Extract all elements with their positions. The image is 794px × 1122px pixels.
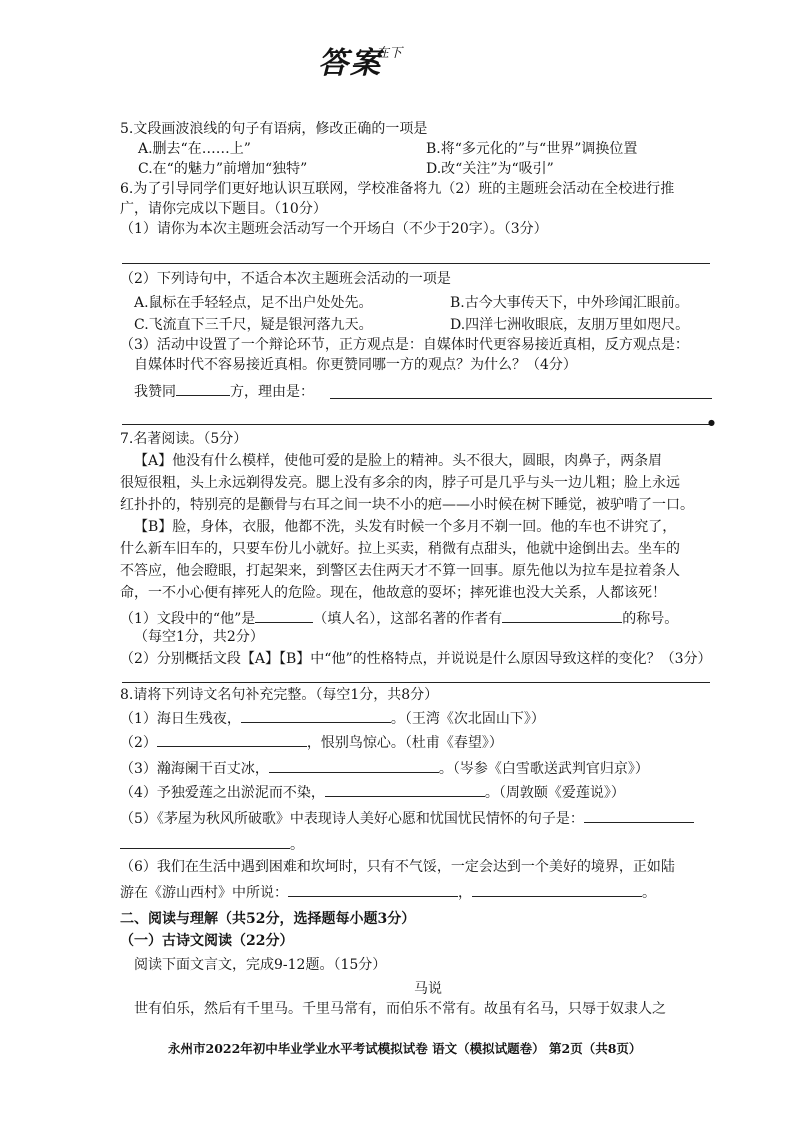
q8-blank-6a[interactable] — [288, 882, 458, 897]
q5-option-c: C.在“的魅力”前增加“独特” — [138, 161, 308, 177]
q8-blank-4[interactable] — [325, 782, 485, 797]
q8-line1-source: 。（王湾《次北固山下》） — [390, 711, 545, 727]
q5-option-d: D.改“关注”为“吸引” — [426, 161, 554, 177]
q7-stem: 7.名著阅读。（5分） — [120, 431, 248, 447]
q6-part1: （1）请你为本次主题班会活动写一个开场白（不少于20字）。（3分） — [120, 221, 548, 237]
q8-line3-text: （3）瀚海阑干百丈冰， — [120, 761, 269, 777]
q7-part1-score: （每空1分，共2分） — [134, 629, 264, 645]
q6-reason-answer-line[interactable] — [330, 398, 712, 399]
q8-stem: 8.请将下列诗文名句补充完整。（每空1分，共8分） — [120, 687, 439, 703]
essay-title: 马说 — [414, 981, 442, 997]
q6-stem-line1: 6.为了引导同学们更好地认识互联网，学校准备将九（2）班的主题班会活动在全校进行推 — [120, 181, 675, 197]
q7-passage-b-line1: 【B】脸，身体，衣服，他都不洗，头发有时候一个多月不剃一回。他的车也不讲究了， — [134, 519, 677, 535]
q6-option-c: C.飞流直下三千尺，疑是银河落九天。 — [134, 317, 373, 333]
q8-blank-2[interactable] — [157, 732, 307, 747]
q8-blank-5a[interactable] — [584, 808, 694, 823]
q8-line2-source: ，恨别鸟惊心。（杜甫《春望》） — [306, 735, 503, 751]
q8-blank-1[interactable] — [241, 708, 391, 723]
q8-line1-text: （1）海日生残夜， — [120, 711, 241, 727]
q6-answer-row — [134, 381, 314, 401]
q8-line5-text: （5）《茅屋为秋风所破歌》中表现诗人美好心愿和忧国忧民情怀的句子是： — [120, 811, 584, 827]
q8-line2-text: （2） — [120, 735, 157, 751]
q7-part1-text-b: （填人名），这部名著的作者有 — [313, 611, 503, 627]
q8-line5 — [120, 808, 694, 828]
q8-line4 — [120, 782, 625, 802]
q8-line3 — [120, 758, 649, 778]
q7-passage-b-line2: 什么新车旧车的，只要车份儿小就好。拉上买卖，稍微有点甜头，他就中途倒出去。坐车的 — [120, 541, 680, 557]
q6-reason-answer-line-2[interactable] — [122, 424, 710, 425]
q8-blank-3[interactable] — [269, 758, 439, 773]
q8-line6-2 — [120, 882, 656, 902]
q5-option-b: B.将“多元化的”与“世界”调换位置 — [426, 141, 638, 157]
q6-option-b: B.古今大事传天下，中外珍闻汇眼前。 — [450, 295, 689, 311]
q7-part1-text-c: 的称号。 — [622, 611, 679, 627]
q7-name-blank[interactable] — [255, 608, 313, 623]
q6-part3-line2: 自媒体时代不容易接近真相。你更赞同哪一方的观点？为什么？（4分） — [134, 357, 577, 373]
q8-blank-6b[interactable] — [472, 882, 642, 897]
q5-option-a: A.删去“在……上” — [138, 141, 251, 157]
q8-line4-text: （4）予独爱莲之出淤泥而不染， — [120, 785, 325, 801]
q6-part2: （2）下列诗句中，不适合本次主题班会活动的一项是 — [120, 271, 451, 287]
q6-answer-reason-label: 方，理由是： — [230, 384, 314, 400]
q6-line-end-dot: ● — [708, 418, 715, 427]
part2-subsection: （一）古诗文阅读（22分） — [120, 933, 294, 949]
q6-option-a: A.鼠标在手轻轻点，足不出户处处先。 — [134, 295, 373, 311]
q8-line3-source: 。（岑参《白雪歌送武判官归京》） — [438, 761, 649, 777]
q7-title-blank[interactable] — [502, 608, 622, 623]
part2-title: 二、阅读与理解（共52分，选择题每小题3分） — [120, 911, 416, 927]
q7-part1-text-a: （1）文段中的“他”是 — [120, 611, 256, 627]
q6-option-d: D.四洋七洲收眼底，友朋万里如咫尺。 — [450, 317, 690, 333]
handwritten-small-mark: 在下 — [376, 46, 403, 61]
q8-line6-comma: ， — [458, 885, 472, 901]
q8-blank-5b[interactable] — [120, 834, 290, 849]
q6-side-blank[interactable] — [176, 381, 230, 396]
q6-part3-line1: （3）活动中设置了一个辩论环节，正方观点是：自媒体时代更容易接近真相，反方观点是： — [120, 337, 689, 353]
q6-stem-line2: 广，请你完成以下题目。（10分） — [120, 201, 327, 217]
q7-passage-b-line3: 不答应，他会瞪眼，打起架来，到警区去住两天才不算一回事。原先他以为拉车是拉着条人 — [120, 563, 680, 579]
essay-first-line: 世有伯乐，然后有千里马。千里马常有，而伯乐不常有。故虽有名马，只辱于奴隶人之 — [134, 1001, 666, 1017]
q8-line6-text: 游在《游山西村》中所说： — [120, 885, 288, 901]
part2-intro: 阅读下面文言文，完成9-12题。（15分） — [134, 957, 387, 973]
q7-passage-b-line4: 命，一不小心便有摔死人的危险。现在，他故意的耍坏；摔死谁也没大关系，人都该死！ — [120, 585, 666, 601]
q7-passage-a-line1: 【A】他没有什么模样，使他可爱的是脸上的精神。头不很大，圆眼，肉鼻子，两条眉 — [134, 453, 663, 469]
q7-part2: （2）分别概括文段【A】【B】中“他”的性格特点，并说说是什么原因导致这样的变化？（3分） — [120, 651, 712, 667]
q5-stem: 5.文段画波浪线的句子有语病，修改正确的一项是 — [120, 121, 428, 137]
q8-line6-1: （6）我们在生活中遇到困难和坎坷时，只有不气馁，一定会达到一个美好的境界，正如陆 — [120, 859, 675, 875]
q8-line5-cont — [120, 834, 304, 854]
page-footer: 永州市2022年初中毕业学业水平考试模拟试卷 语文（模拟试题卷） 第2页（共8页） — [168, 1041, 642, 1056]
handwritten-answer-mark: 答案 — [318, 46, 382, 81]
q7-part2-answer-line[interactable] — [122, 682, 710, 683]
q7-passage-a-line2: 很短很粗，头上永远剃得发亮。腮上没有多余的肉，脖子可是几乎与头一边儿粗；脸上永远 — [120, 475, 680, 491]
q8-line6-period: 。 — [642, 885, 656, 901]
q8-line5-period: 。 — [290, 837, 304, 853]
q8-line2 — [120, 732, 503, 752]
q8-line4-source: 。（周敦颐《爱莲说》） — [484, 785, 625, 801]
q7-passage-a-line3: 红扑扑的，特别亮的是颧骨与右耳之间一块不小的疤——小时候在树下睡觉，被驴啃了一口。 — [120, 497, 694, 513]
q6-answer-prefix: 我赞同 — [134, 384, 176, 400]
q8-line1 — [120, 708, 545, 728]
q6-part1-answer-line — [122, 263, 710, 264]
q7-part1 — [120, 608, 678, 628]
